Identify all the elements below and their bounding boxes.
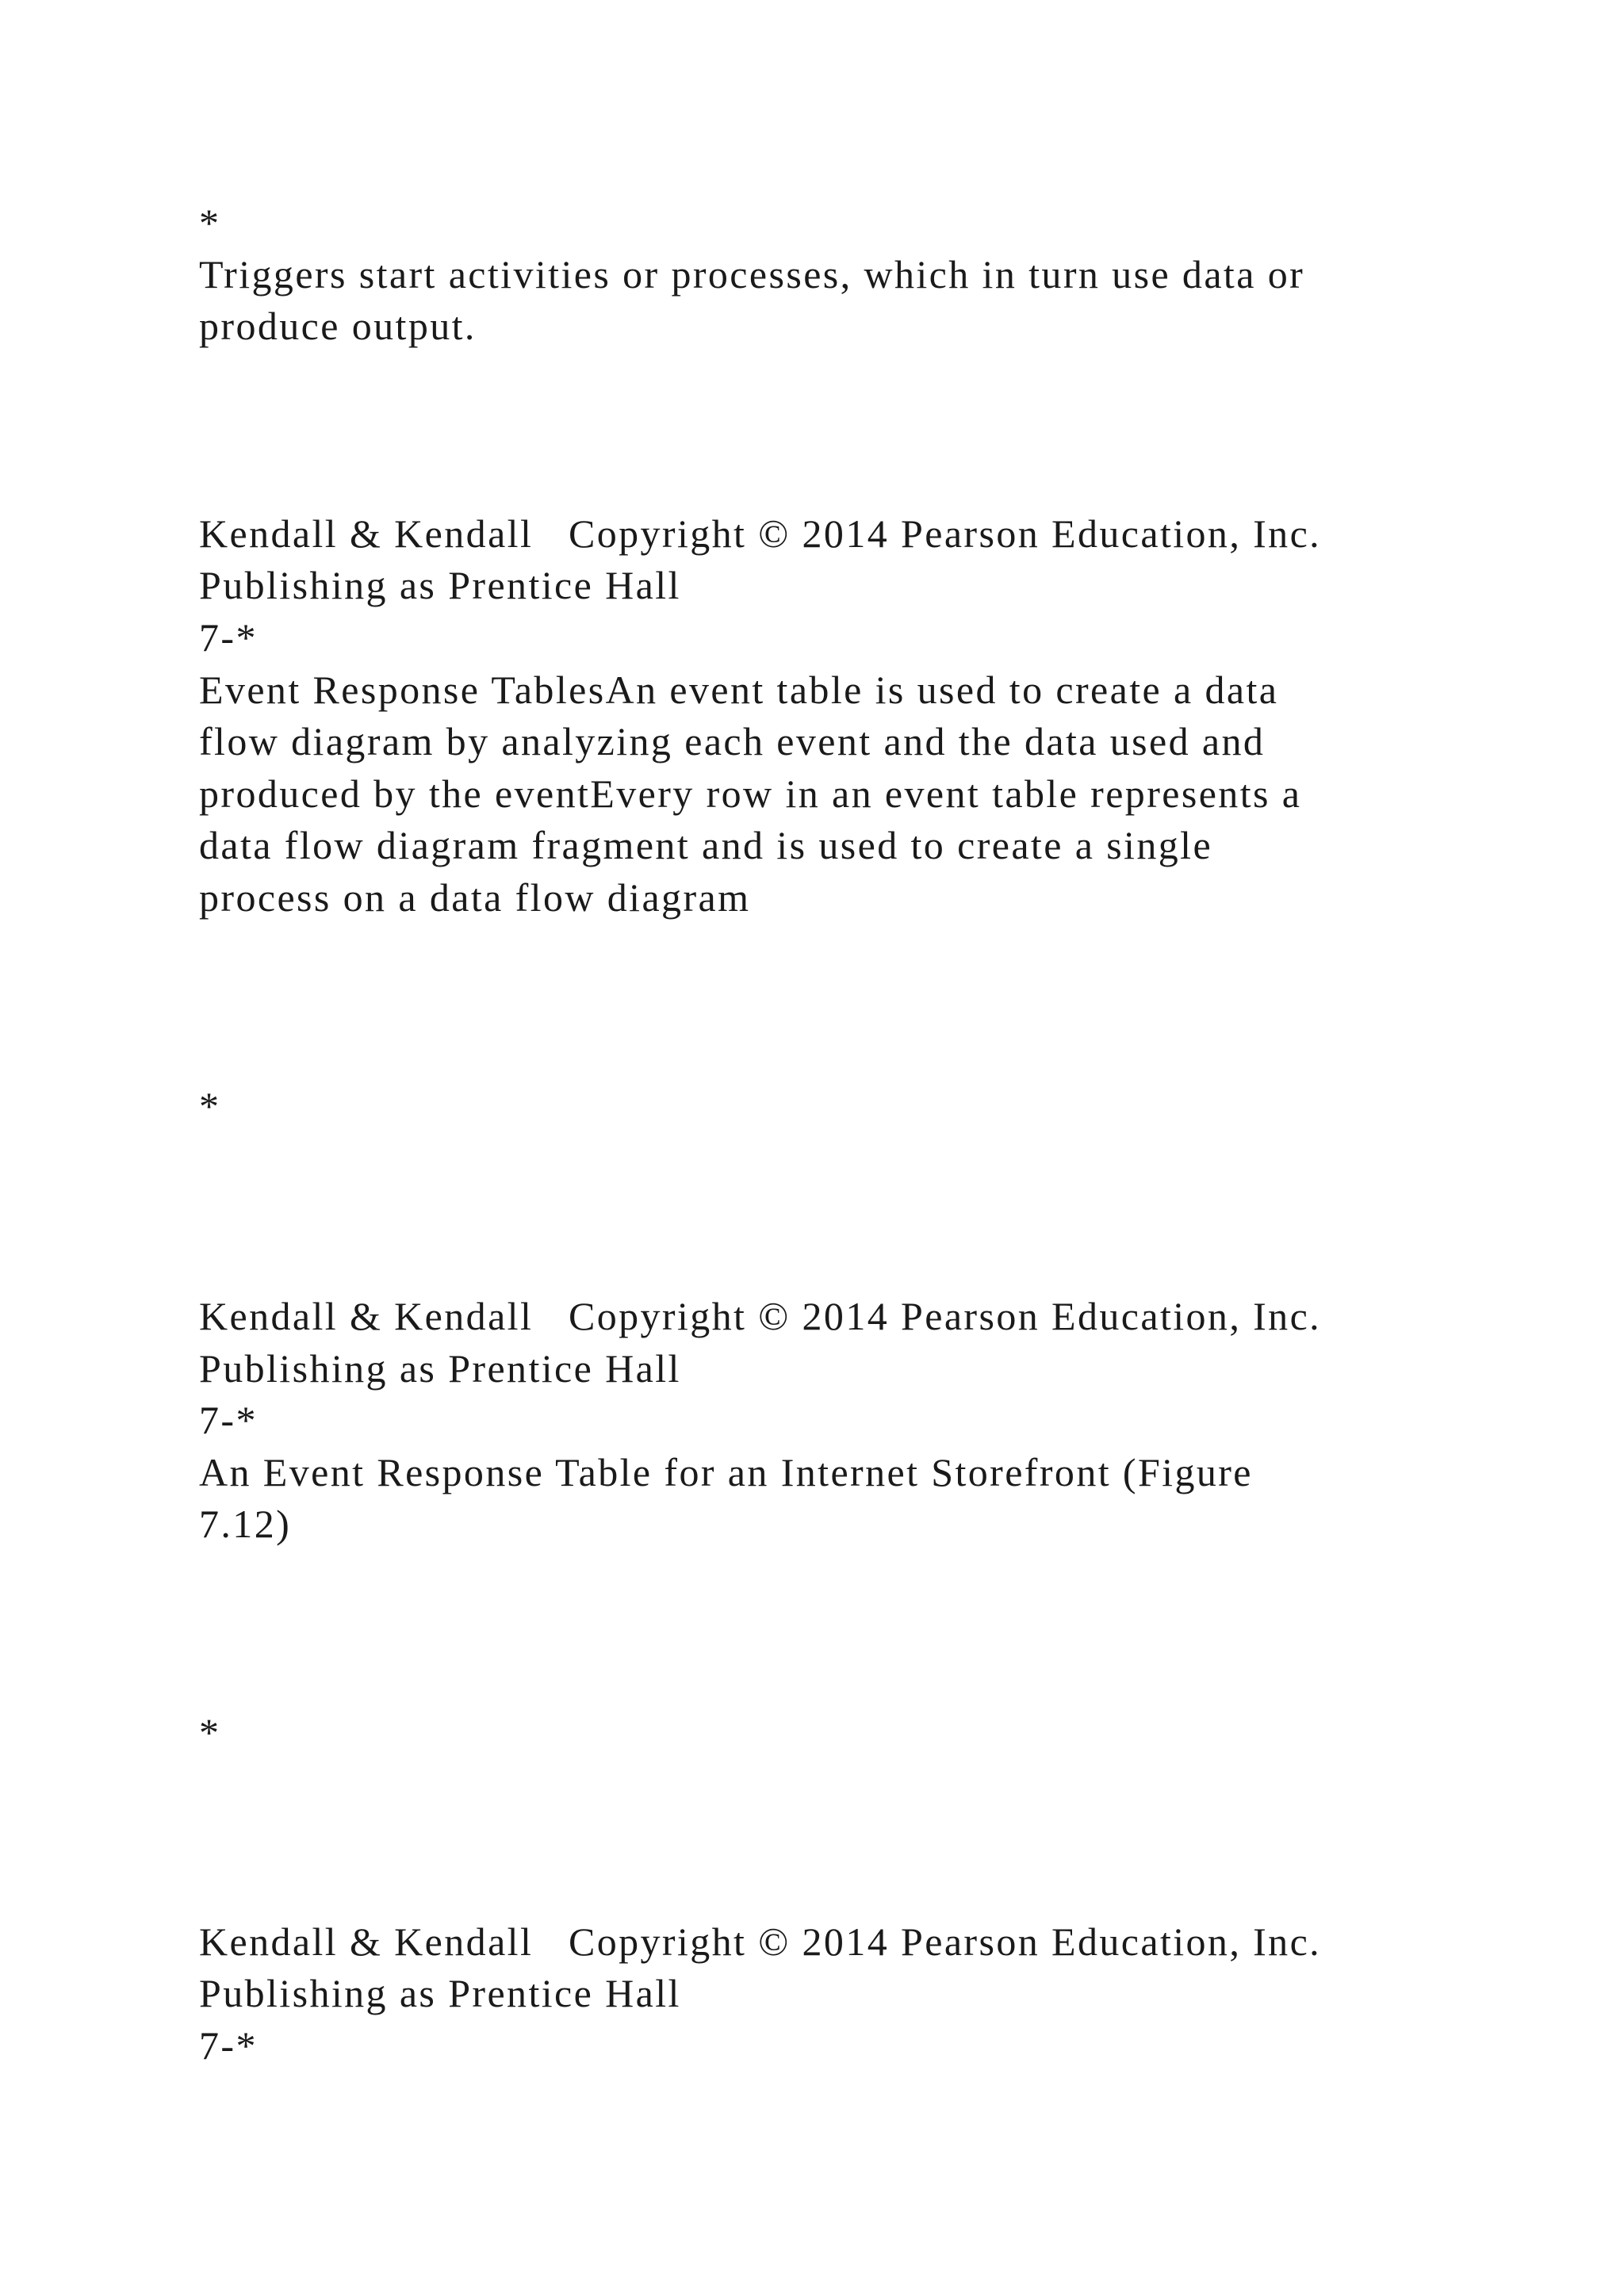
publisher-line: Publishing as Prentice Hall xyxy=(199,1971,681,2015)
body-text-line: Triggers start activities or processes, which in turn use data or xyxy=(199,252,1305,297)
body-text-line: produce output. xyxy=(199,304,477,348)
slide-asterisk: * xyxy=(199,201,221,245)
slide-number: 7-* xyxy=(199,615,258,660)
body-text-line: produced by the eventEvery row in an event table represents a xyxy=(199,771,1302,816)
slide-number: 7-* xyxy=(199,2023,258,2068)
copyright-line: Kendall & Kendall Copyright © 2014 Pearson Education, Inc. xyxy=(199,1919,1322,1964)
body-text-line: data flow diagram fragment and is used to create a single xyxy=(199,823,1213,867)
publisher-line: Publishing as Prentice Hall xyxy=(199,1346,681,1391)
slide-number: 7-* xyxy=(199,1398,258,1442)
publisher-line: Publishing as Prentice Hall xyxy=(199,563,681,607)
slide-asterisk: * xyxy=(199,1710,221,1755)
body-text-line: Event Response TablesAn event table is used to create a data xyxy=(199,668,1279,712)
body-text-line: process on a data flow diagram xyxy=(199,875,751,920)
copyright-line: Kendall & Kendall Copyright © 2014 Pearson Education, Inc. xyxy=(199,1294,1322,1338)
copyright-line: Kendall & Kendall Copyright © 2014 Pearson Education, Inc. xyxy=(199,511,1322,556)
body-text-line: flow diagram by analyzing each event and the data used and xyxy=(199,719,1266,763)
figure-caption-line: An Event Response Table for an Internet Storefront (Figure xyxy=(199,1450,1253,1494)
figure-caption-line: 7.12) xyxy=(199,1502,292,1546)
slide-asterisk: * xyxy=(199,1084,221,1128)
